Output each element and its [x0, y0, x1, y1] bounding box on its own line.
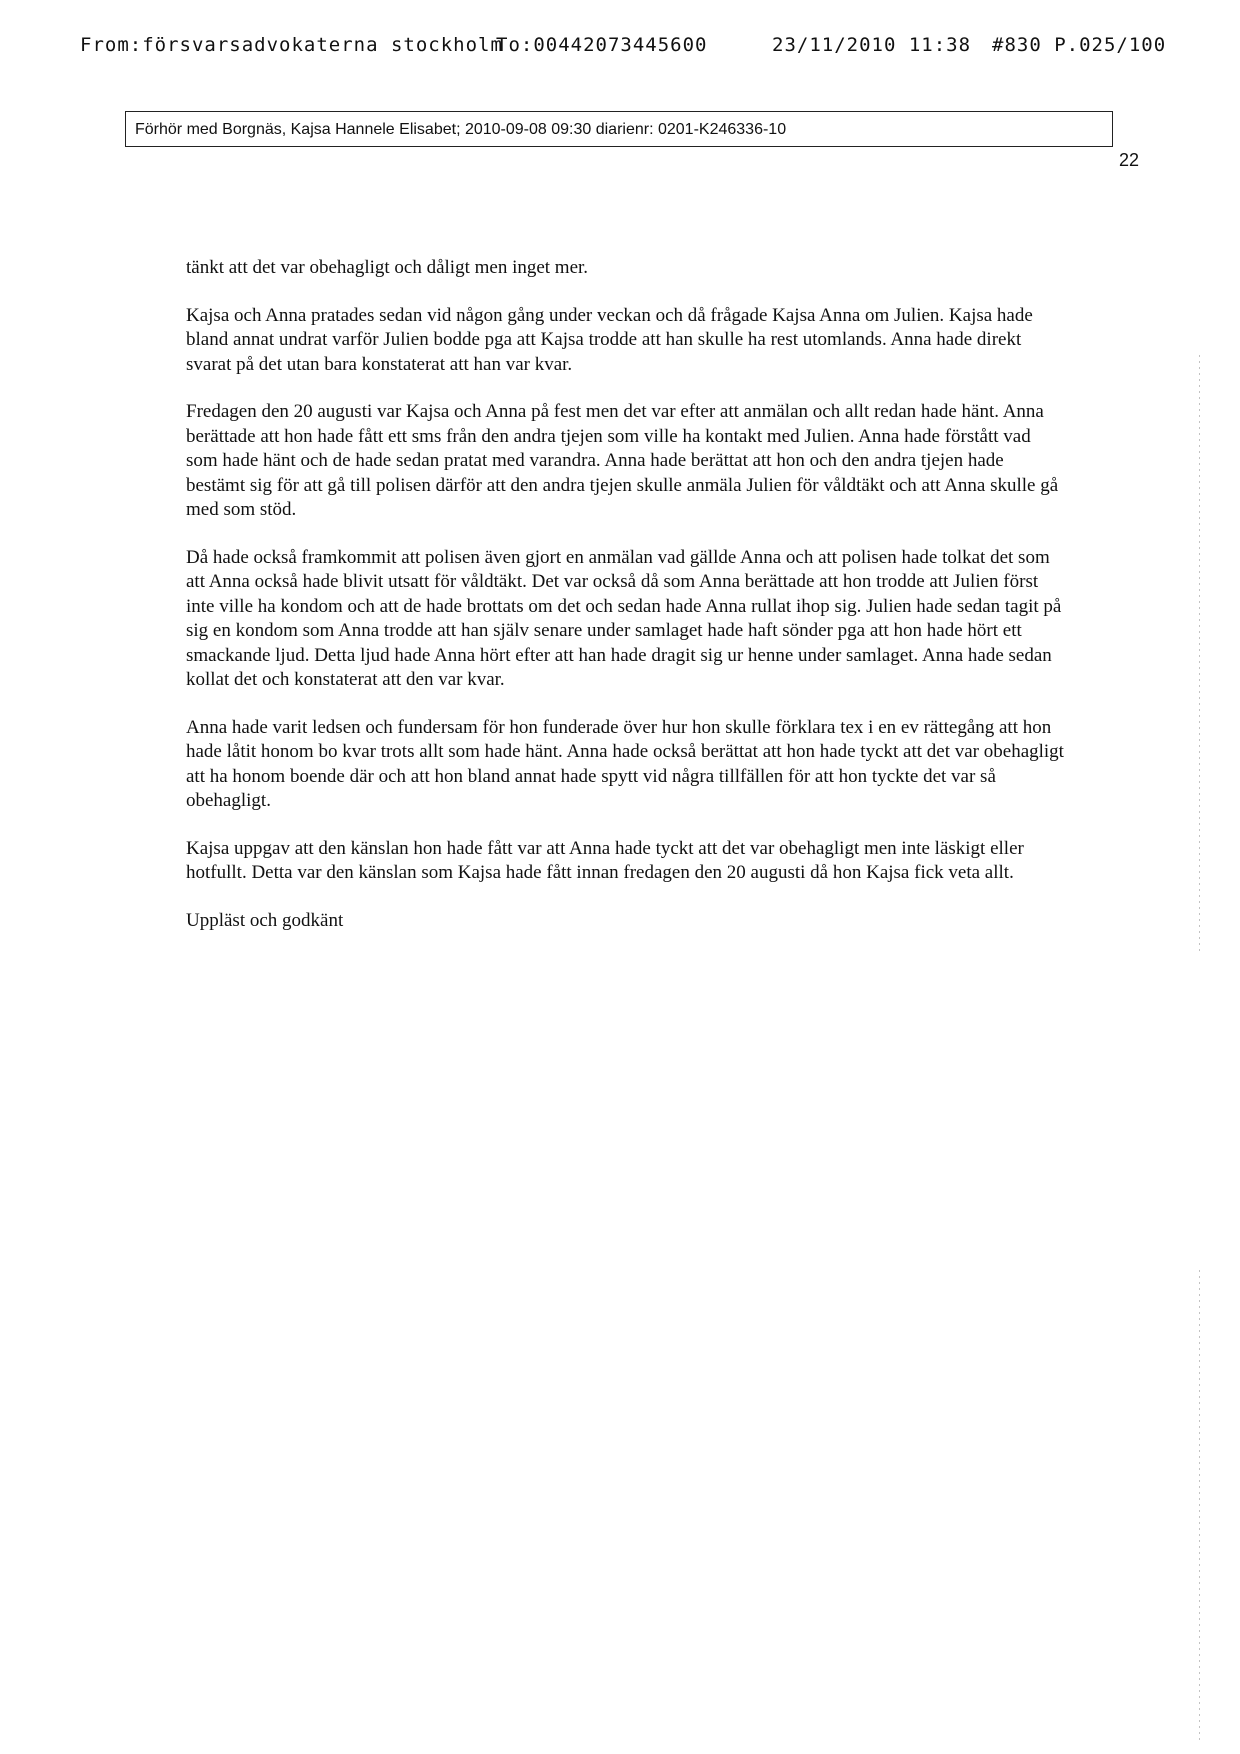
document-header-box — [125, 111, 1113, 147]
fax-transmission-header — [80, 34, 1167, 60]
fax-to: To:00442073445600 — [496, 34, 708, 56]
page-number: 22 — [1119, 150, 1140, 170]
paragraph: Anna hade varit ledsen och fundersam för hon funderade över hur hon skulle förklara tex i en ev rättegång att hon hade låtit honom bo kvar trots allt som hade hänt. Anna hade också berättat att hon hade tyckt att det var obehagligt att ha honom boende där och att hon bland annat hade spytt vid några tillfällen för att hon tyckte det var så obehagligt. — [186, 716, 1064, 811]
paragraph: Då hade också framkommit att polisen även gjort en anmälan vad gällde Anna och att polisen hade tolkat det som att Anna också hade blivit utsatt för våldtäkt. Det var också då som Anna berättade att hon trodde att Julien först inte ville ha kondom och att de hade brottats om det och sedan hade Anna rullat ihop sig. Julien hade sedan tagit på sig en kondom som Anna trodde att han själv senare under samlaget hade haft sönder pga att hon hade hört ett smackande ljud. Detta ljud hade Anna hört efter att han hade dragit sig ur henne under samlaget. Anna hade sedan kollat det och konstaterat att den var kvar. — [186, 546, 1062, 690]
fax-page-counter: #830 P.025/100 — [992, 34, 1167, 56]
document-header-text: Förhör med Borgnäs, Kajsa Hannele Elisabet; 2010-09-08 09:30 diarienr: 0201-K246336-10 — [135, 121, 787, 138]
scan-edge-artifact — [1199, 355, 1200, 955]
scan-edge-artifact — [1199, 1270, 1200, 1740]
document-body — [186, 256, 1066, 956]
fax-date: 23/11/2010 11:38 — [772, 34, 972, 56]
fax-from: From:försvarsadvokaterna stockholm — [80, 34, 503, 56]
closing-statement: Uppläst och godkänt — [186, 909, 344, 931]
paragraph: Kajsa uppgav att den känslan hon hade fått var att Anna hade tyckt att det var obehagligt men inte läskigt eller hotfullt. Detta var den känslan som Kajsa hade fått innan fredagen den 20 augusti då hon Kajsa fick veta allt. — [186, 837, 1024, 883]
paragraph: tänkt att det var obehagligt och dåligt men inget mer. — [186, 257, 589, 278]
paragraph: Fredagen den 20 augusti var Kajsa och Anna på fest men det var efter att anmälan och allt redan hade hänt. Anna berättade att hon hade fått ett sms från den andra tjejen som ville ha kontakt med Julien. Anna hade förstått vad som hade hänt och de hade sedan pratat med varandra. Anna hade berättat att hon och den andra tjejen hade bestämt sig för att gå till polisen därför att den andra tjejen skulle anmäla Julien för våldtäkt och att Anna skulle gå med som stöd. — [186, 401, 1059, 520]
paragraph: Kajsa och Anna pratades sedan vid någon gång under veckan och då frågade Kajsa Anna om Julien. Kajsa hade bland annat undrat varför Julien bodde pga att Kajsa trodde att han skulle ha rest utomlands. Anna hade direkt svarat på det utan bara konstaterat att han var kvar. — [186, 304, 1033, 375]
